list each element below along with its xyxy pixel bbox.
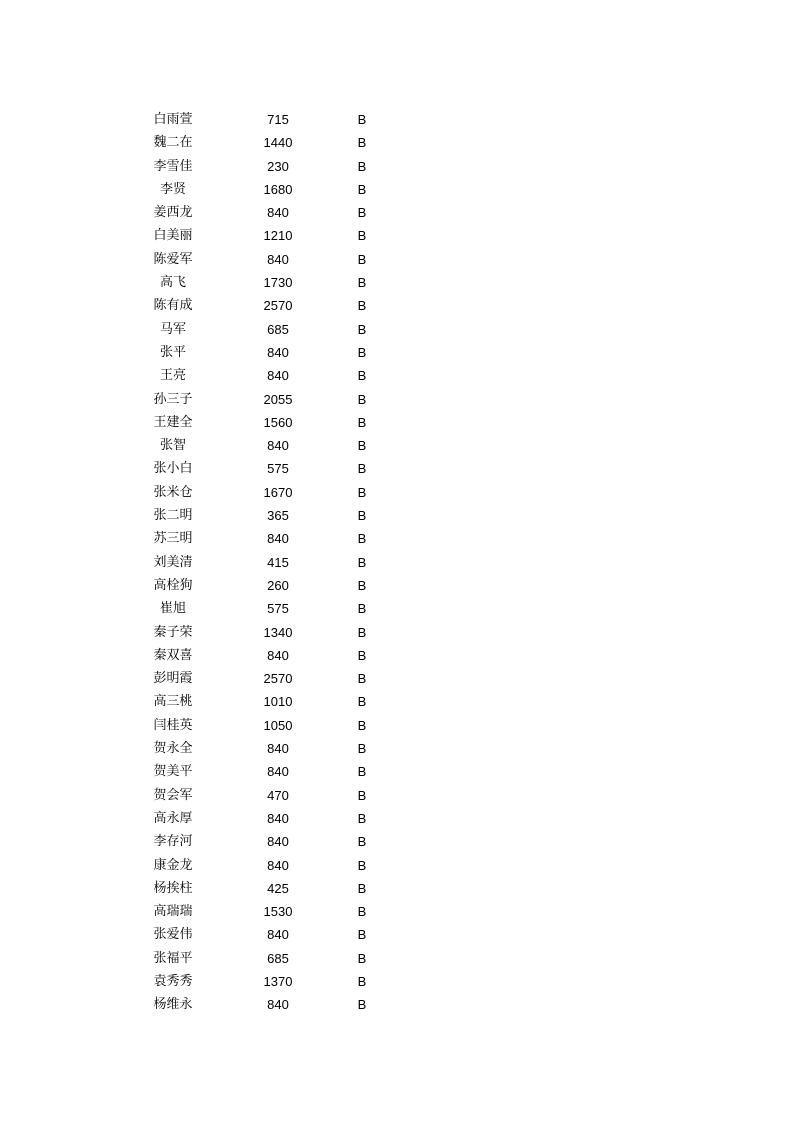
table-row <box>0 364 793 387</box>
grade-cell: B <box>357 368 367 384</box>
table-row <box>0 947 793 970</box>
grade-cell: B <box>357 531 367 547</box>
table-row <box>0 597 793 620</box>
amount-cell: 230 <box>267 158 289 174</box>
table-row <box>0 877 793 900</box>
amount-cell: 415 <box>267 554 289 570</box>
person-name-cell: 王亮 <box>159 368 186 384</box>
grade-cell: B <box>357 554 367 570</box>
person-name-cell: 魏二在 <box>153 135 193 151</box>
person-name-cell: 张米仓 <box>153 484 193 500</box>
amount-cell: 1670 <box>263 484 293 500</box>
table-row <box>0 690 793 713</box>
amount-cell: 2570 <box>263 671 293 687</box>
table-row <box>0 155 793 178</box>
amount-cell: 840 <box>267 997 289 1013</box>
grade-cell: B <box>357 391 367 407</box>
grade-cell: B <box>357 834 367 850</box>
person-name-cell: 白雨萱 <box>153 112 193 127</box>
grade-cell: B <box>357 112 367 127</box>
table-row <box>0 900 793 923</box>
grade-cell: B <box>357 880 367 896</box>
person-name-cell: 贺永全 <box>153 741 193 757</box>
grade-cell: B <box>357 438 367 454</box>
table-row <box>0 388 793 411</box>
person-name-cell: 高永厚 <box>153 810 193 826</box>
person-name-cell: 康金龙 <box>153 857 193 873</box>
amount-cell: 840 <box>267 927 289 943</box>
person-name-cell: 张小白 <box>153 461 193 477</box>
person-name-cell: 高飞 <box>159 275 186 291</box>
grade-cell: B <box>357 647 367 663</box>
table-row <box>0 574 793 597</box>
grade-cell: B <box>357 508 367 524</box>
grade-cell: B <box>357 857 367 873</box>
grade-cell: B <box>357 158 367 174</box>
grade-cell: B <box>357 624 367 640</box>
grade-cell: B <box>357 321 367 337</box>
person-name-cell: 张二明 <box>153 508 193 524</box>
grade-cell: B <box>357 298 367 314</box>
amount-cell: 1050 <box>263 717 293 733</box>
person-name-cell: 陈有成 <box>153 298 193 314</box>
grade-cell: B <box>357 577 367 593</box>
person-name-cell: 姜西龙 <box>153 205 193 221</box>
amount-cell: 1530 <box>263 904 293 920</box>
person-name-cell: 李雪佳 <box>153 158 193 174</box>
amount-cell: 1680 <box>263 181 293 197</box>
amount-cell: 840 <box>267 368 289 384</box>
grade-cell: B <box>357 205 367 221</box>
table-row <box>0 527 793 550</box>
person-name-cell: 王建全 <box>153 414 193 430</box>
person-name-cell: 秦子荣 <box>153 624 193 640</box>
person-name-cell: 秦双喜 <box>153 647 193 663</box>
table-row <box>0 784 793 807</box>
person-name-cell: 袁秀秀 <box>153 973 193 989</box>
person-name-cell: 李存河 <box>153 834 193 850</box>
table-row <box>0 923 793 946</box>
amount-cell: 1370 <box>263 973 293 989</box>
table-row <box>0 760 793 783</box>
person-name-cell: 张爱伟 <box>153 927 193 943</box>
table-row <box>0 108 793 131</box>
person-name-cell: 高三桃 <box>153 694 193 710</box>
grade-cell: B <box>357 135 367 151</box>
grade-cell: B <box>357 484 367 500</box>
amount-cell: 575 <box>267 461 289 477</box>
amount-cell: 425 <box>267 880 289 896</box>
person-name-cell: 贺美平 <box>153 764 193 780</box>
amount-cell: 840 <box>267 531 289 547</box>
person-name-cell: 彭明霞 <box>153 671 193 687</box>
table-row <box>0 854 793 877</box>
table-row <box>0 830 793 853</box>
grade-cell: B <box>357 764 367 780</box>
person-name-cell: 杨维永 <box>153 997 193 1013</box>
person-name-cell: 高栓狗 <box>153 577 193 593</box>
amount-cell: 840 <box>267 344 289 360</box>
grade-cell: B <box>357 251 367 267</box>
grade-cell: B <box>357 694 367 710</box>
grade-cell: B <box>357 997 367 1013</box>
person-name-cell: 闫桂英 <box>153 717 193 733</box>
table-row <box>0 737 793 760</box>
table-row <box>0 644 793 667</box>
table-row <box>0 294 793 317</box>
person-name-cell: 马军 <box>159 321 186 337</box>
table-row <box>0 131 793 154</box>
person-name-cell: 张福平 <box>153 950 193 966</box>
amount-cell: 715 <box>267 112 289 127</box>
person-name-cell: 苏三明 <box>153 531 193 547</box>
grade-cell: B <box>357 228 367 244</box>
amount-cell: 840 <box>267 857 289 873</box>
table-row <box>0 318 793 341</box>
grade-cell: B <box>357 810 367 826</box>
grade-cell: B <box>357 275 367 291</box>
grade-cell: B <box>357 904 367 920</box>
amount-cell: 1210 <box>263 228 293 244</box>
amount-cell: 575 <box>267 601 289 617</box>
grade-cell: B <box>357 671 367 687</box>
person-name-cell: 张平 <box>159 344 186 360</box>
table-row <box>0 481 793 504</box>
table-row <box>0 714 793 737</box>
table-row <box>0 457 793 480</box>
person-name-cell: 高瑞瑞 <box>153 904 193 920</box>
amount-cell: 470 <box>267 787 289 803</box>
table-row <box>0 993 793 1016</box>
table-row <box>0 411 793 434</box>
data-table <box>0 108 793 1017</box>
grade-cell: B <box>357 601 367 617</box>
amount-cell: 840 <box>267 205 289 221</box>
grade-cell: B <box>357 181 367 197</box>
amount-cell: 840 <box>267 834 289 850</box>
grade-cell: B <box>357 717 367 733</box>
grade-cell: B <box>357 741 367 757</box>
table-row <box>0 341 793 364</box>
amount-cell: 685 <box>267 321 289 337</box>
table-row <box>0 667 793 690</box>
person-name-cell: 贺会军 <box>153 787 193 803</box>
person-name-cell: 刘美清 <box>153 554 193 570</box>
person-name-cell: 陈爱军 <box>153 251 193 267</box>
grade-cell: B <box>357 414 367 430</box>
amount-cell: 840 <box>267 810 289 826</box>
grade-cell: B <box>357 927 367 943</box>
amount-cell: 260 <box>267 577 289 593</box>
amount-cell: 840 <box>267 438 289 454</box>
amount-cell: 1010 <box>263 694 293 710</box>
amount-cell: 2055 <box>263 391 293 407</box>
person-name-cell: 白美丽 <box>153 228 193 244</box>
table-row <box>0 621 793 644</box>
grade-cell: B <box>357 461 367 477</box>
person-name-cell: 孙三子 <box>153 391 193 407</box>
amount-cell: 840 <box>267 647 289 663</box>
table-row <box>0 248 793 271</box>
table-row <box>0 807 793 830</box>
amount-cell: 840 <box>267 741 289 757</box>
table-row <box>0 551 793 574</box>
amount-cell: 1340 <box>263 624 293 640</box>
person-name-cell: 李贤 <box>159 181 186 197</box>
table-row <box>0 178 793 201</box>
person-name-cell: 崔旭 <box>159 601 186 617</box>
amount-cell: 685 <box>267 950 289 966</box>
table-row <box>0 504 793 527</box>
table-row <box>0 271 793 294</box>
amount-cell: 1730 <box>263 275 293 291</box>
amount-cell: 365 <box>267 508 289 524</box>
grade-cell: B <box>357 950 367 966</box>
amount-cell: 2570 <box>263 298 293 314</box>
amount-cell: 1560 <box>263 414 293 430</box>
table-row <box>0 224 793 247</box>
grade-cell: B <box>357 973 367 989</box>
person-name-cell: 杨挨柱 <box>153 880 193 896</box>
amount-cell: 840 <box>267 251 289 267</box>
amount-cell: 1440 <box>263 135 293 151</box>
grade-cell: B <box>357 787 367 803</box>
amount-cell: 840 <box>267 764 289 780</box>
table-row <box>0 201 793 224</box>
grade-cell: B <box>357 344 367 360</box>
table-row <box>0 434 793 457</box>
table-row <box>0 970 793 993</box>
person-name-cell: 张智 <box>159 438 186 454</box>
